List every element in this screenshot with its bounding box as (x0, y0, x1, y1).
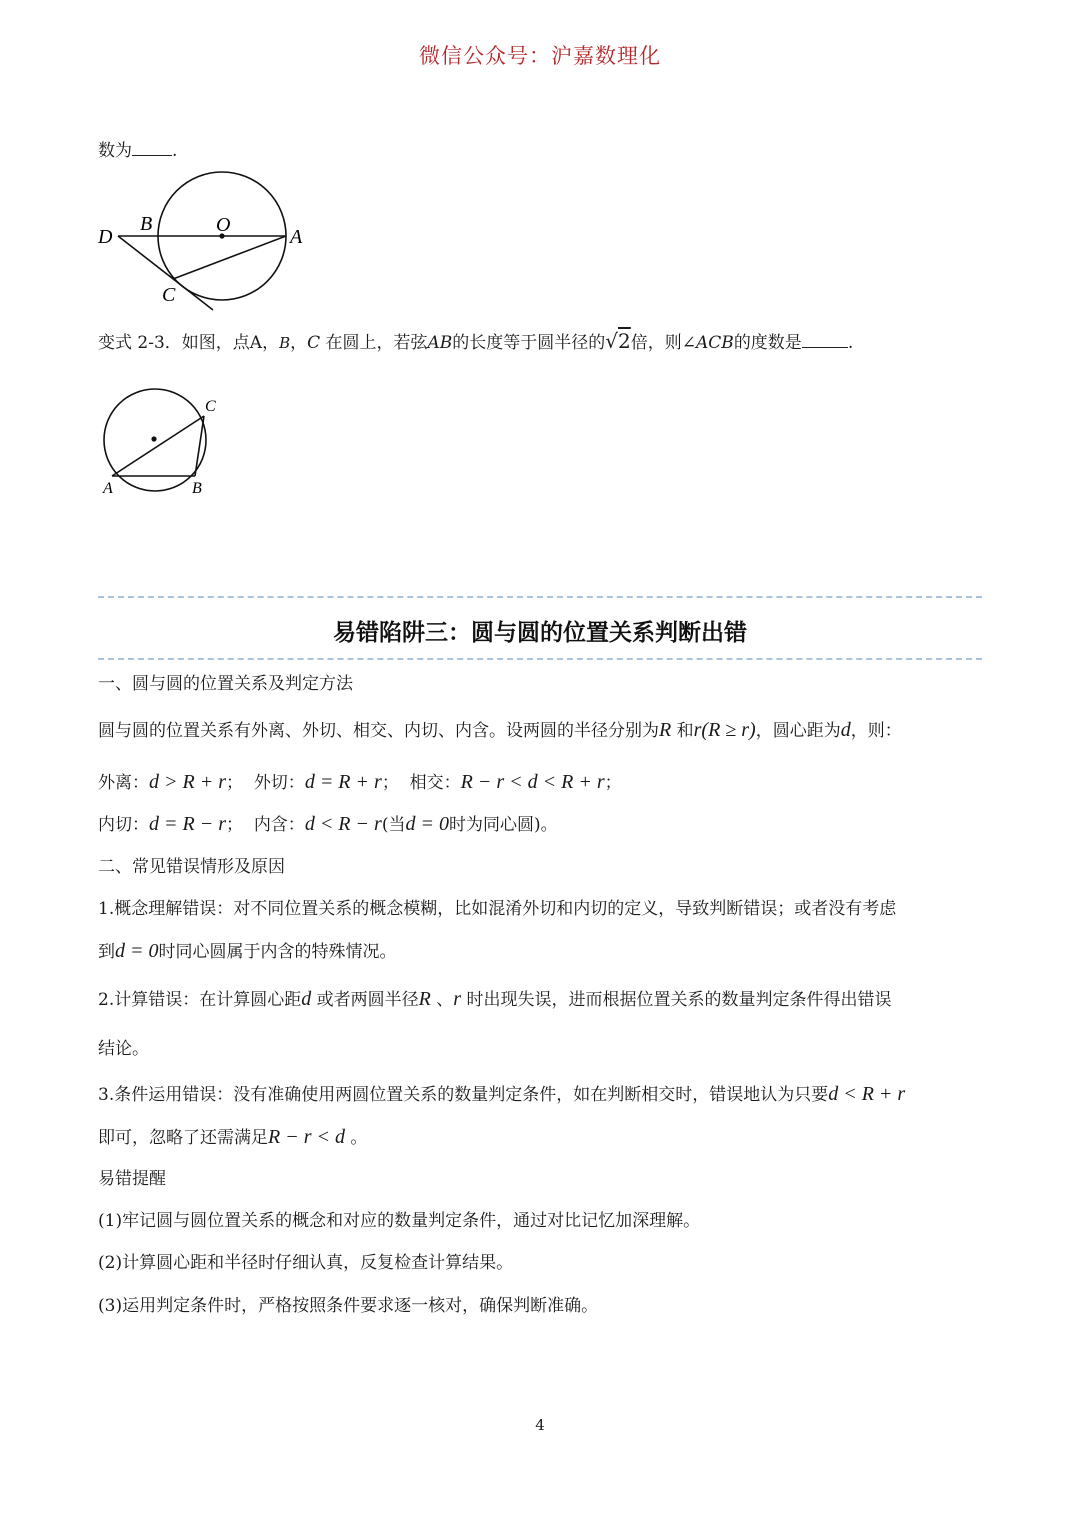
error1-expr: d = 0 (115, 940, 159, 962)
error3-expr-2: R − r < d (268, 1126, 345, 1148)
answer-blank (132, 139, 172, 156)
error3-text-1: 3.条件运用错误：没有准确使用两圆位置关系的数量判定条件，如在判断相交时，错误地认为只要 (98, 1085, 829, 1105)
error1-text-b: 时同心圆属于内含的特殊情况。 (158, 942, 397, 962)
q23-point-a: A (249, 333, 263, 353)
q23-answer-blank (802, 331, 848, 348)
q23-point-b: B (279, 334, 291, 352)
tip-item: (2)计算圆心距和半径时仔细认真，反复检查计算结果。 (98, 1253, 514, 1273)
rel-ext-tangent-expr: d = R + r (304, 771, 382, 793)
rel-sep: ； (226, 773, 243, 793)
error2-big-r: R (418, 988, 431, 1010)
q23-mid3: 倍，则 (630, 333, 682, 353)
error3-expr-1: d < R + r (828, 1083, 906, 1105)
rel-contain-expr: d < R − r (304, 813, 382, 835)
tips-heading: 易错提醒 (98, 1169, 166, 1189)
rel-external-expr: d > R + r (149, 771, 226, 793)
rel-contain-label: 内含： (253, 815, 305, 835)
relations-line-2 (98, 811, 558, 838)
relations-line-1 (98, 769, 622, 796)
error3-line-b (98, 1124, 367, 1151)
q23-mid2: 的长度等于圆半径的 (452, 333, 606, 353)
rel-contain-note-expr: d = 0 (405, 813, 449, 835)
error3-line-a (98, 1081, 905, 1108)
fig2-center-point (151, 436, 156, 441)
rel-int-tangent-expr: d = R − r (149, 813, 226, 835)
fig1-label-a: A (290, 226, 303, 248)
rel-sep: ； (381, 773, 399, 793)
part1-heading: 一、圆与圆的位置关系及判定方法 (98, 674, 353, 694)
q23-mid4: 的度数是 (733, 333, 802, 353)
sqrt-sign: √ (605, 329, 619, 353)
fig1-label-o: O (216, 214, 231, 236)
intro-r-condition: r(R ≥ r) (693, 719, 756, 741)
rel-contain-note-a: (当 (381, 815, 406, 835)
prev-question-text: 数为 (98, 141, 132, 161)
tip-item: (3)运用判定条件时，严格按照条件要求逐一核对，确保判断准确。 (98, 1296, 599, 1316)
rel-external-label: 外离： (98, 773, 149, 793)
error1-to: 到 (98, 942, 115, 962)
q23-prefix: 变式 2-3．如图，点 (98, 333, 250, 353)
fig1-label-c: C (162, 284, 176, 306)
error2-d: d (301, 988, 312, 1010)
error2-small-r: r (453, 988, 462, 1010)
rel-intersect-expr: R − r < d < R + r (460, 771, 605, 793)
rel-ext-tangent-label: 外切： (253, 773, 305, 793)
error2-text-1: 2.计算错误：在计算圆心距 (98, 990, 302, 1010)
tip-item: (1)牢记圆与圆位置关系的概念和对应的数量判定条件，通过对比记忆加深理解。 (98, 1211, 701, 1231)
watermark-header: 微信公众号：沪嘉数理化 (419, 44, 661, 68)
q23-sep-2: ， (290, 333, 308, 353)
fig2-label-b: B (192, 480, 202, 497)
q23-chord-ab: AB (427, 333, 453, 353)
fig2-side-ac (112, 416, 204, 476)
q23-mid: 在圆上，若弦 (325, 333, 428, 353)
rel-contain-note-b: 时为同心圆)。 (448, 815, 558, 835)
error3-end: 。 (350, 1128, 368, 1148)
page-number: 4 (535, 1416, 545, 1434)
q23-sep-1: ， (262, 333, 280, 353)
error2-sep: 、 (436, 990, 454, 1010)
fig2-label-c: C (205, 398, 216, 415)
intro-d: d (840, 719, 851, 741)
section-divider-top (98, 596, 982, 598)
figure-circle-tangent (90, 160, 320, 320)
fig1-label-d: D (98, 226, 113, 248)
intro-big-r: R (659, 719, 672, 741)
q23-end: . (847, 333, 854, 353)
q23-point-c: C (307, 333, 321, 353)
error1-line-b (98, 938, 397, 965)
q23-angle-acb: ∠ACB (681, 333, 734, 353)
section-title: 易错陷阱三：圆与圆的位置关系判断出错 (333, 620, 747, 646)
part1-intro (98, 717, 902, 744)
sqrt-radicand: 2 (618, 329, 631, 353)
fig1-label-b: B (140, 213, 153, 235)
error2-text-3: 时出现失误，进而根据位置关系的数量判定条件得出错误 (466, 990, 892, 1010)
prev-question-end: . (172, 141, 178, 161)
intro-text-c: ，则： (850, 721, 902, 741)
rel-intersect-label: 相交： (409, 773, 461, 793)
rel-int-tangent-label: 内切： (98, 815, 149, 835)
fig1-chord-ca (173, 236, 286, 279)
fig2-side-bc (195, 416, 204, 476)
error2-line-a (98, 986, 891, 1013)
rel-sep: ； (226, 815, 243, 835)
error2-text-2: 或者两圆半径 (316, 990, 419, 1010)
error2-line-b: 结论。 (98, 1039, 149, 1059)
error1-line-a: 1.概念理解错误：对不同位置关系的概念模糊，比如混淆外切和内切的定义，导致判断错误；或者没有考虑 (98, 899, 897, 919)
intro-text-a: 圆与圆的位置关系有外离、外切、相交、内切、内含。设两圆的半径分别为 (98, 721, 659, 741)
error3-text-2: 即可，忽略了还需满足 (98, 1128, 268, 1148)
section-divider-bottom (98, 658, 982, 660)
part2-heading: 二、常见错误情形及原因 (98, 857, 285, 877)
intro-and: 和 (676, 721, 694, 741)
sqrt-two (605, 329, 630, 353)
rel-sep: ； (604, 773, 622, 793)
fig2-label-a: A (103, 480, 113, 497)
figure-inscribed-triangle (96, 386, 226, 502)
question-2-3 (98, 328, 853, 356)
intro-text-b: ，圆心距为 (755, 721, 841, 741)
